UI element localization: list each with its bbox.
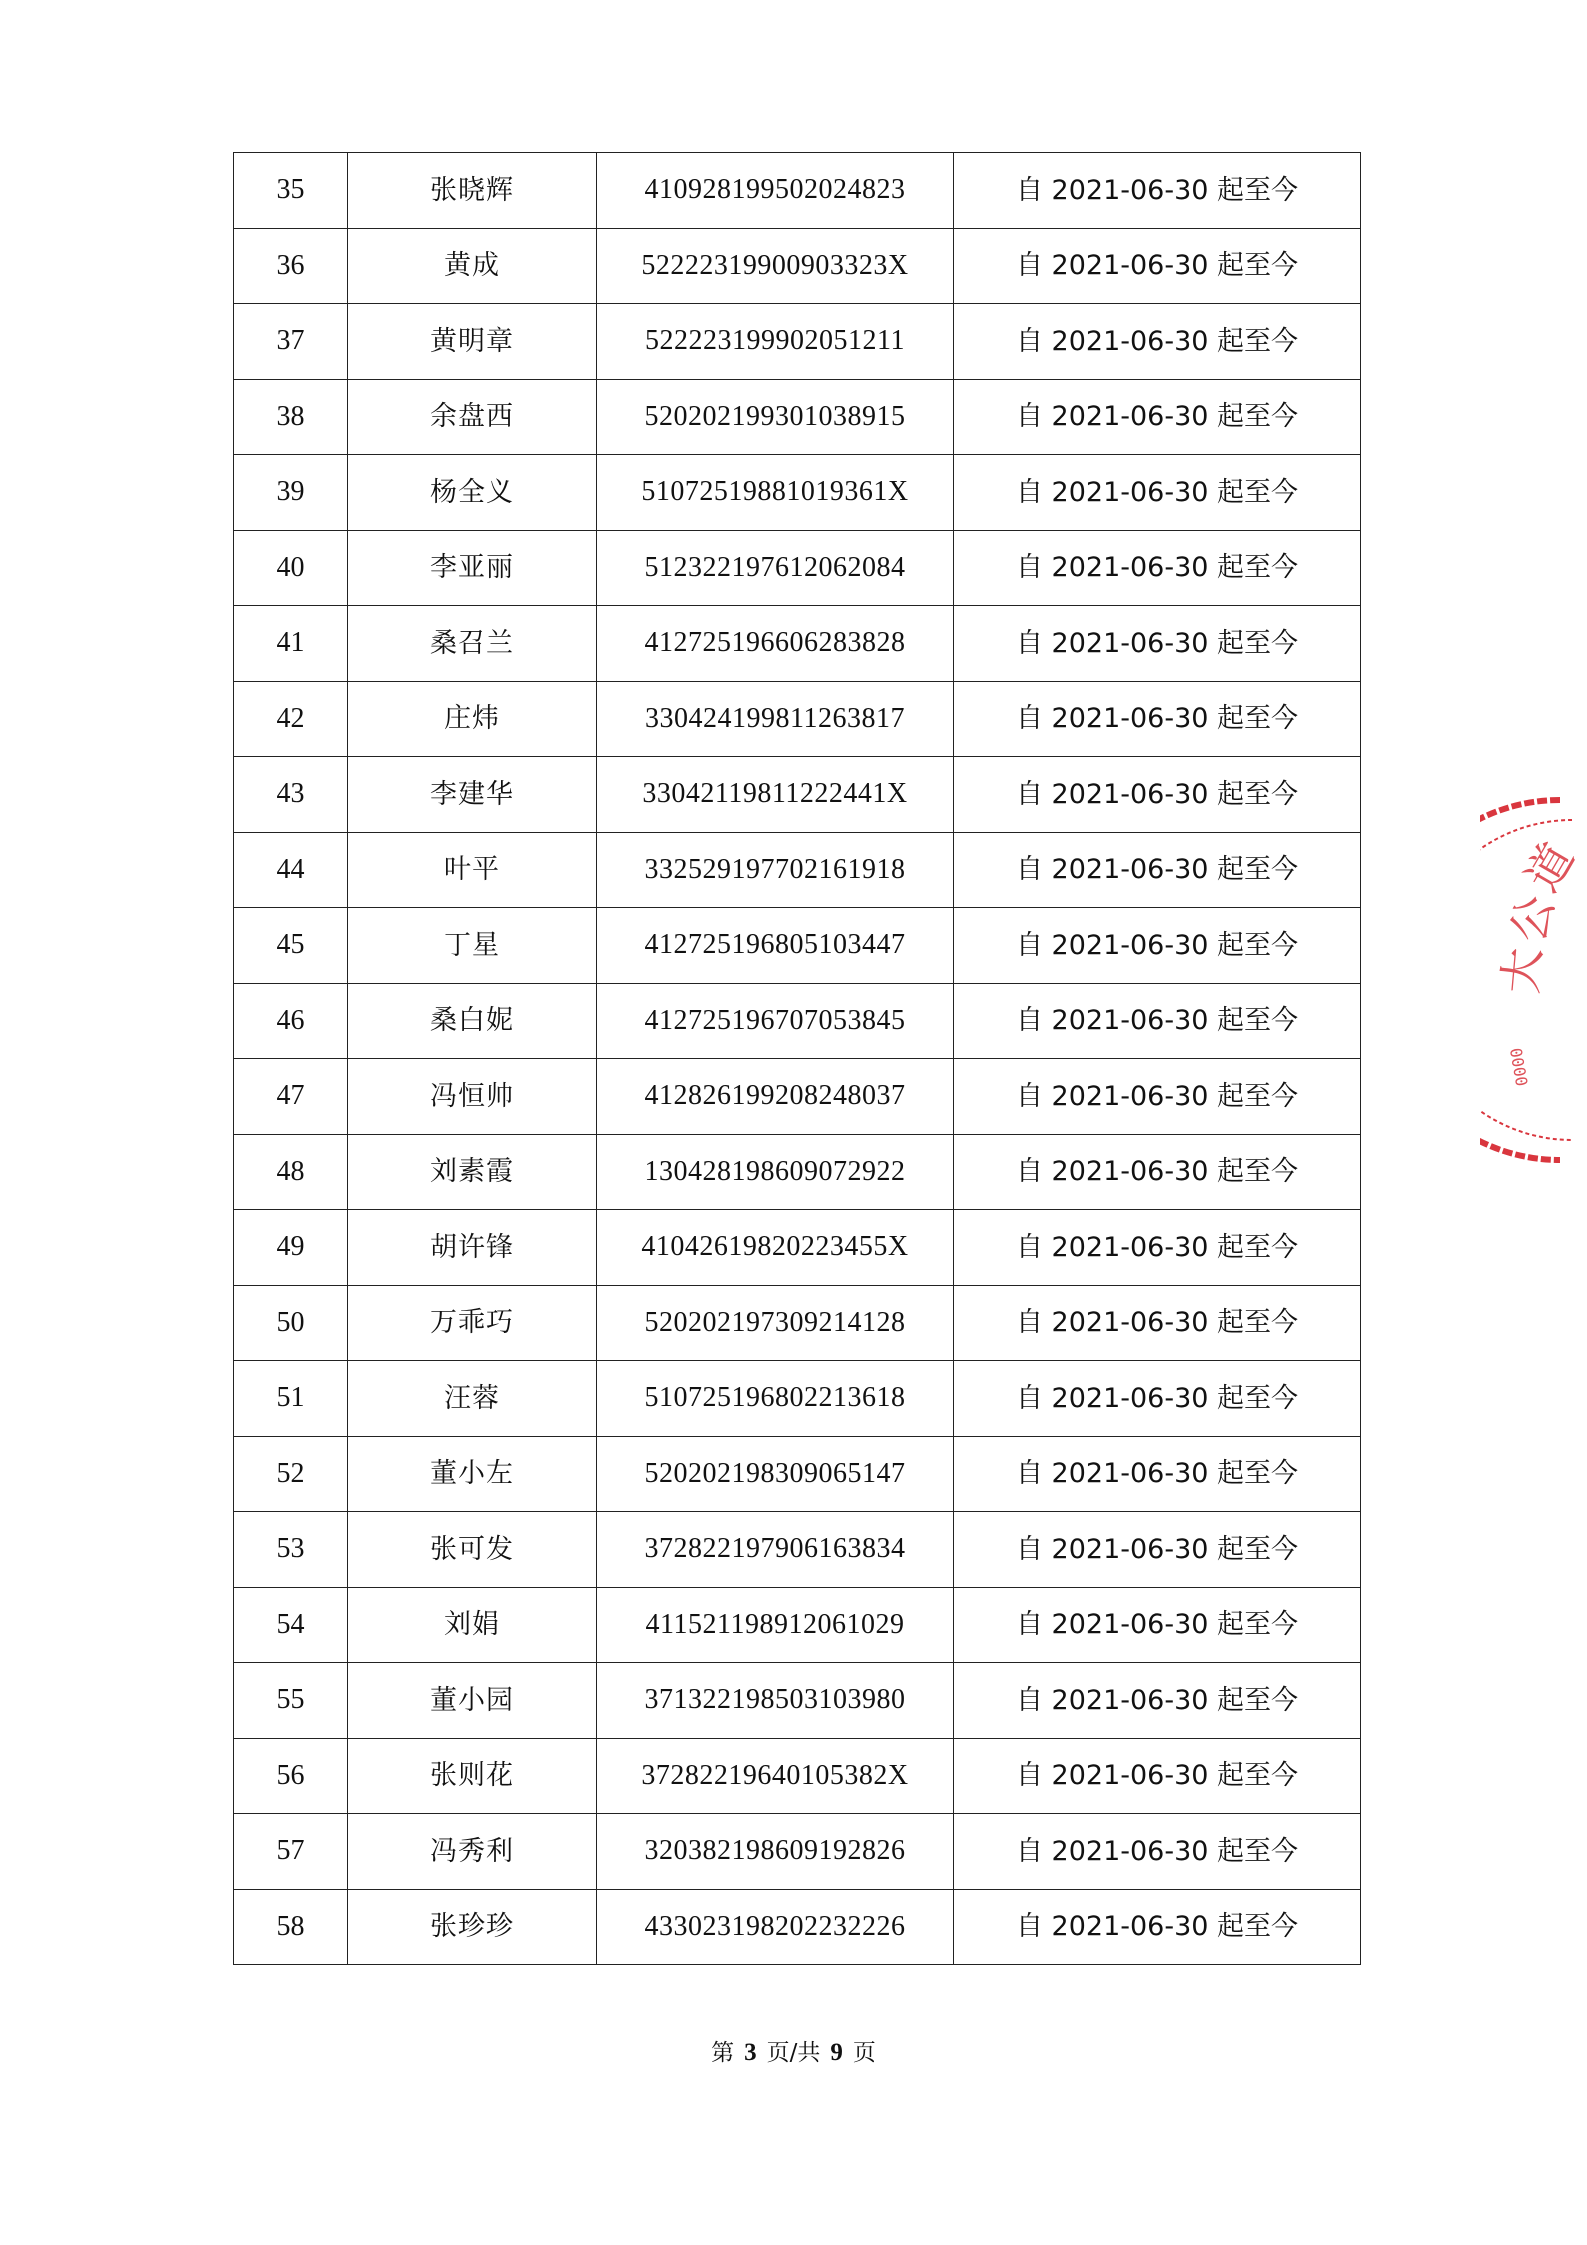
seal-stamp	[1480, 780, 1587, 1180]
period-cell: 自 2021-06-30 起至今	[954, 1814, 1361, 1890]
row-number-cell: 42	[234, 681, 348, 757]
id-number-cell: 52222319900903323X	[597, 228, 954, 304]
table-row	[234, 606, 1361, 682]
name-cell: 李亚丽	[348, 530, 597, 606]
name-cell: 万乖巧	[348, 1285, 597, 1361]
period-cell: 自 2021-06-30 起至今	[954, 1512, 1361, 1588]
row-number-cell: 40	[234, 530, 348, 606]
name-cell: 汪蓉	[348, 1361, 597, 1437]
period-cell: 自 2021-06-30 起至今	[954, 681, 1361, 757]
row-number-cell: 54	[234, 1587, 348, 1663]
row-number-cell: 37	[234, 304, 348, 380]
name-cell: 董小左	[348, 1436, 597, 1512]
id-number-cell: 520202198309065147	[597, 1436, 954, 1512]
table-row	[234, 530, 1361, 606]
id-number-cell: 130428198609072922	[597, 1134, 954, 1210]
table-row	[234, 1285, 1361, 1361]
row-number-cell: 44	[234, 832, 348, 908]
period-cell: 自 2021-06-30 起至今	[954, 455, 1361, 531]
period-cell: 自 2021-06-30 起至今	[954, 1210, 1361, 1286]
period-cell: 自 2021-06-30 起至今	[954, 530, 1361, 606]
footer-suffix: 页	[852, 2040, 876, 2066]
row-number-cell: 36	[234, 228, 348, 304]
period-cell: 自 2021-06-30 起至今	[954, 228, 1361, 304]
id-number-cell: 412725196606283828	[597, 606, 954, 682]
seal-glyph-2: 公	[1500, 889, 1565, 948]
name-cell: 张则花	[348, 1738, 597, 1814]
id-number-cell: 410928199502024823	[597, 153, 954, 229]
name-cell: 杨全义	[348, 455, 597, 531]
table-row	[234, 455, 1361, 531]
row-number-cell: 55	[234, 1663, 348, 1739]
table-row	[234, 908, 1361, 984]
current-page-number: 3	[744, 2039, 757, 2066]
id-number-cell: 512322197612062084	[597, 530, 954, 606]
table-row	[234, 153, 1361, 229]
period-cell: 自 2021-06-30 起至今	[954, 304, 1361, 380]
id-number-cell: 33042119811222441X	[597, 757, 954, 833]
row-number-cell: 53	[234, 1512, 348, 1588]
period-cell: 自 2021-06-30 起至今	[954, 1889, 1361, 1965]
row-number-cell: 48	[234, 1134, 348, 1210]
page-footer	[0, 2034, 1587, 2067]
id-number-cell: 372822197906163834	[597, 1512, 954, 1588]
row-number-cell: 57	[234, 1814, 348, 1890]
id-number-cell: 411521198912061029	[597, 1587, 954, 1663]
total-page-number: 9	[830, 2039, 843, 2066]
table-row	[234, 304, 1361, 380]
seal-code-text: 0000	[1506, 1046, 1532, 1088]
name-cell: 黄成	[348, 228, 597, 304]
period-cell: 自 2021-06-30 起至今	[954, 757, 1361, 833]
id-number-cell: 520202199301038915	[597, 379, 954, 455]
period-cell: 自 2021-06-30 起至今	[954, 1059, 1361, 1135]
period-cell: 自 2021-06-30 起至今	[954, 983, 1361, 1059]
id-number-cell: 371322198503103980	[597, 1663, 954, 1739]
period-cell: 自 2021-06-30 起至今	[954, 1738, 1361, 1814]
id-number-cell: 37282219640105382X	[597, 1738, 954, 1814]
table-row	[234, 1814, 1361, 1890]
name-cell: 胡许锋	[348, 1210, 597, 1286]
row-number-cell: 46	[234, 983, 348, 1059]
period-cell: 自 2021-06-30 起至今	[954, 1663, 1361, 1739]
name-cell: 李建华	[348, 757, 597, 833]
row-number-cell: 56	[234, 1738, 348, 1814]
row-number-cell: 52	[234, 1436, 348, 1512]
row-number-cell: 43	[234, 757, 348, 833]
period-cell: 自 2021-06-30 起至今	[954, 1587, 1361, 1663]
id-number-cell: 41042619820223455X	[597, 1210, 954, 1286]
table-row	[234, 681, 1361, 757]
name-cell: 董小园	[348, 1663, 597, 1739]
row-number-cell: 38	[234, 379, 348, 455]
row-number-cell: 39	[234, 455, 348, 531]
name-cell: 张珍珍	[348, 1889, 597, 1965]
roster-table-body	[234, 153, 1361, 1965]
seal-glyph-3: 大	[1493, 945, 1551, 996]
table-row	[234, 1436, 1361, 1512]
row-number-cell: 35	[234, 153, 348, 229]
name-cell: 叶平	[348, 832, 597, 908]
id-number-cell: 520202197309214128	[597, 1285, 954, 1361]
id-number-cell: 412725196805103447	[597, 908, 954, 984]
name-cell: 冯恒帅	[348, 1059, 597, 1135]
row-number-cell: 50	[234, 1285, 348, 1361]
row-number-cell: 51	[234, 1361, 348, 1437]
row-number-cell: 49	[234, 1210, 348, 1286]
id-number-cell: 320382198609192826	[597, 1814, 954, 1890]
id-number-cell: 412826199208248037	[597, 1059, 954, 1135]
roster-table	[233, 152, 1361, 1965]
row-number-cell: 41	[234, 606, 348, 682]
name-cell: 张可发	[348, 1512, 597, 1588]
period-cell: 自 2021-06-30 起至今	[954, 153, 1361, 229]
name-cell: 庄炜	[348, 681, 597, 757]
name-cell: 刘娟	[348, 1587, 597, 1663]
table-row	[234, 1587, 1361, 1663]
table-row	[234, 228, 1361, 304]
period-cell: 自 2021-06-30 起至今	[954, 1361, 1361, 1437]
id-number-cell: 522223199902051211	[597, 304, 954, 380]
row-number-cell: 47	[234, 1059, 348, 1135]
table-row	[234, 757, 1361, 833]
period-cell: 自 2021-06-30 起至今	[954, 1285, 1361, 1361]
id-number-cell: 51072519881019361X	[597, 455, 954, 531]
table-row	[234, 1361, 1361, 1437]
id-number-cell: 330424199811263817	[597, 681, 954, 757]
id-number-cell: 412725196707053845	[597, 983, 954, 1059]
name-cell: 桑白妮	[348, 983, 597, 1059]
table-row	[234, 983, 1361, 1059]
footer-prefix: 第	[711, 2040, 735, 2066]
name-cell: 桑召兰	[348, 606, 597, 682]
name-cell: 丁星	[348, 908, 597, 984]
period-cell: 自 2021-06-30 起至今	[954, 908, 1361, 984]
name-cell: 张晓辉	[348, 153, 597, 229]
period-cell: 自 2021-06-30 起至今	[954, 1134, 1361, 1210]
table-row	[234, 1738, 1361, 1814]
id-number-cell: 433023198202232226	[597, 1889, 954, 1965]
table-row	[234, 1889, 1361, 1965]
row-number-cell: 45	[234, 908, 348, 984]
table-row	[234, 1134, 1361, 1210]
name-cell: 冯秀利	[348, 1814, 597, 1890]
period-cell: 自 2021-06-30 起至今	[954, 379, 1361, 455]
table-row	[234, 1663, 1361, 1739]
id-number-cell: 510725196802213618	[597, 1361, 954, 1437]
id-number-cell: 332529197702161918	[597, 832, 954, 908]
period-cell: 自 2021-06-30 起至今	[954, 1436, 1361, 1512]
name-cell: 黄明章	[348, 304, 597, 380]
seal-glyph-1: 道	[1514, 833, 1585, 901]
period-cell: 自 2021-06-30 起至今	[954, 606, 1361, 682]
footer-middle: 页/共	[766, 2040, 821, 2066]
table-row	[234, 1512, 1361, 1588]
table-row	[234, 832, 1361, 908]
row-number-cell: 58	[234, 1889, 348, 1965]
table-row	[234, 1059, 1361, 1135]
table-row	[234, 1210, 1361, 1286]
name-cell: 余盘西	[348, 379, 597, 455]
table-row	[234, 379, 1361, 455]
period-cell: 自 2021-06-30 起至今	[954, 832, 1361, 908]
name-cell: 刘素霞	[348, 1134, 597, 1210]
